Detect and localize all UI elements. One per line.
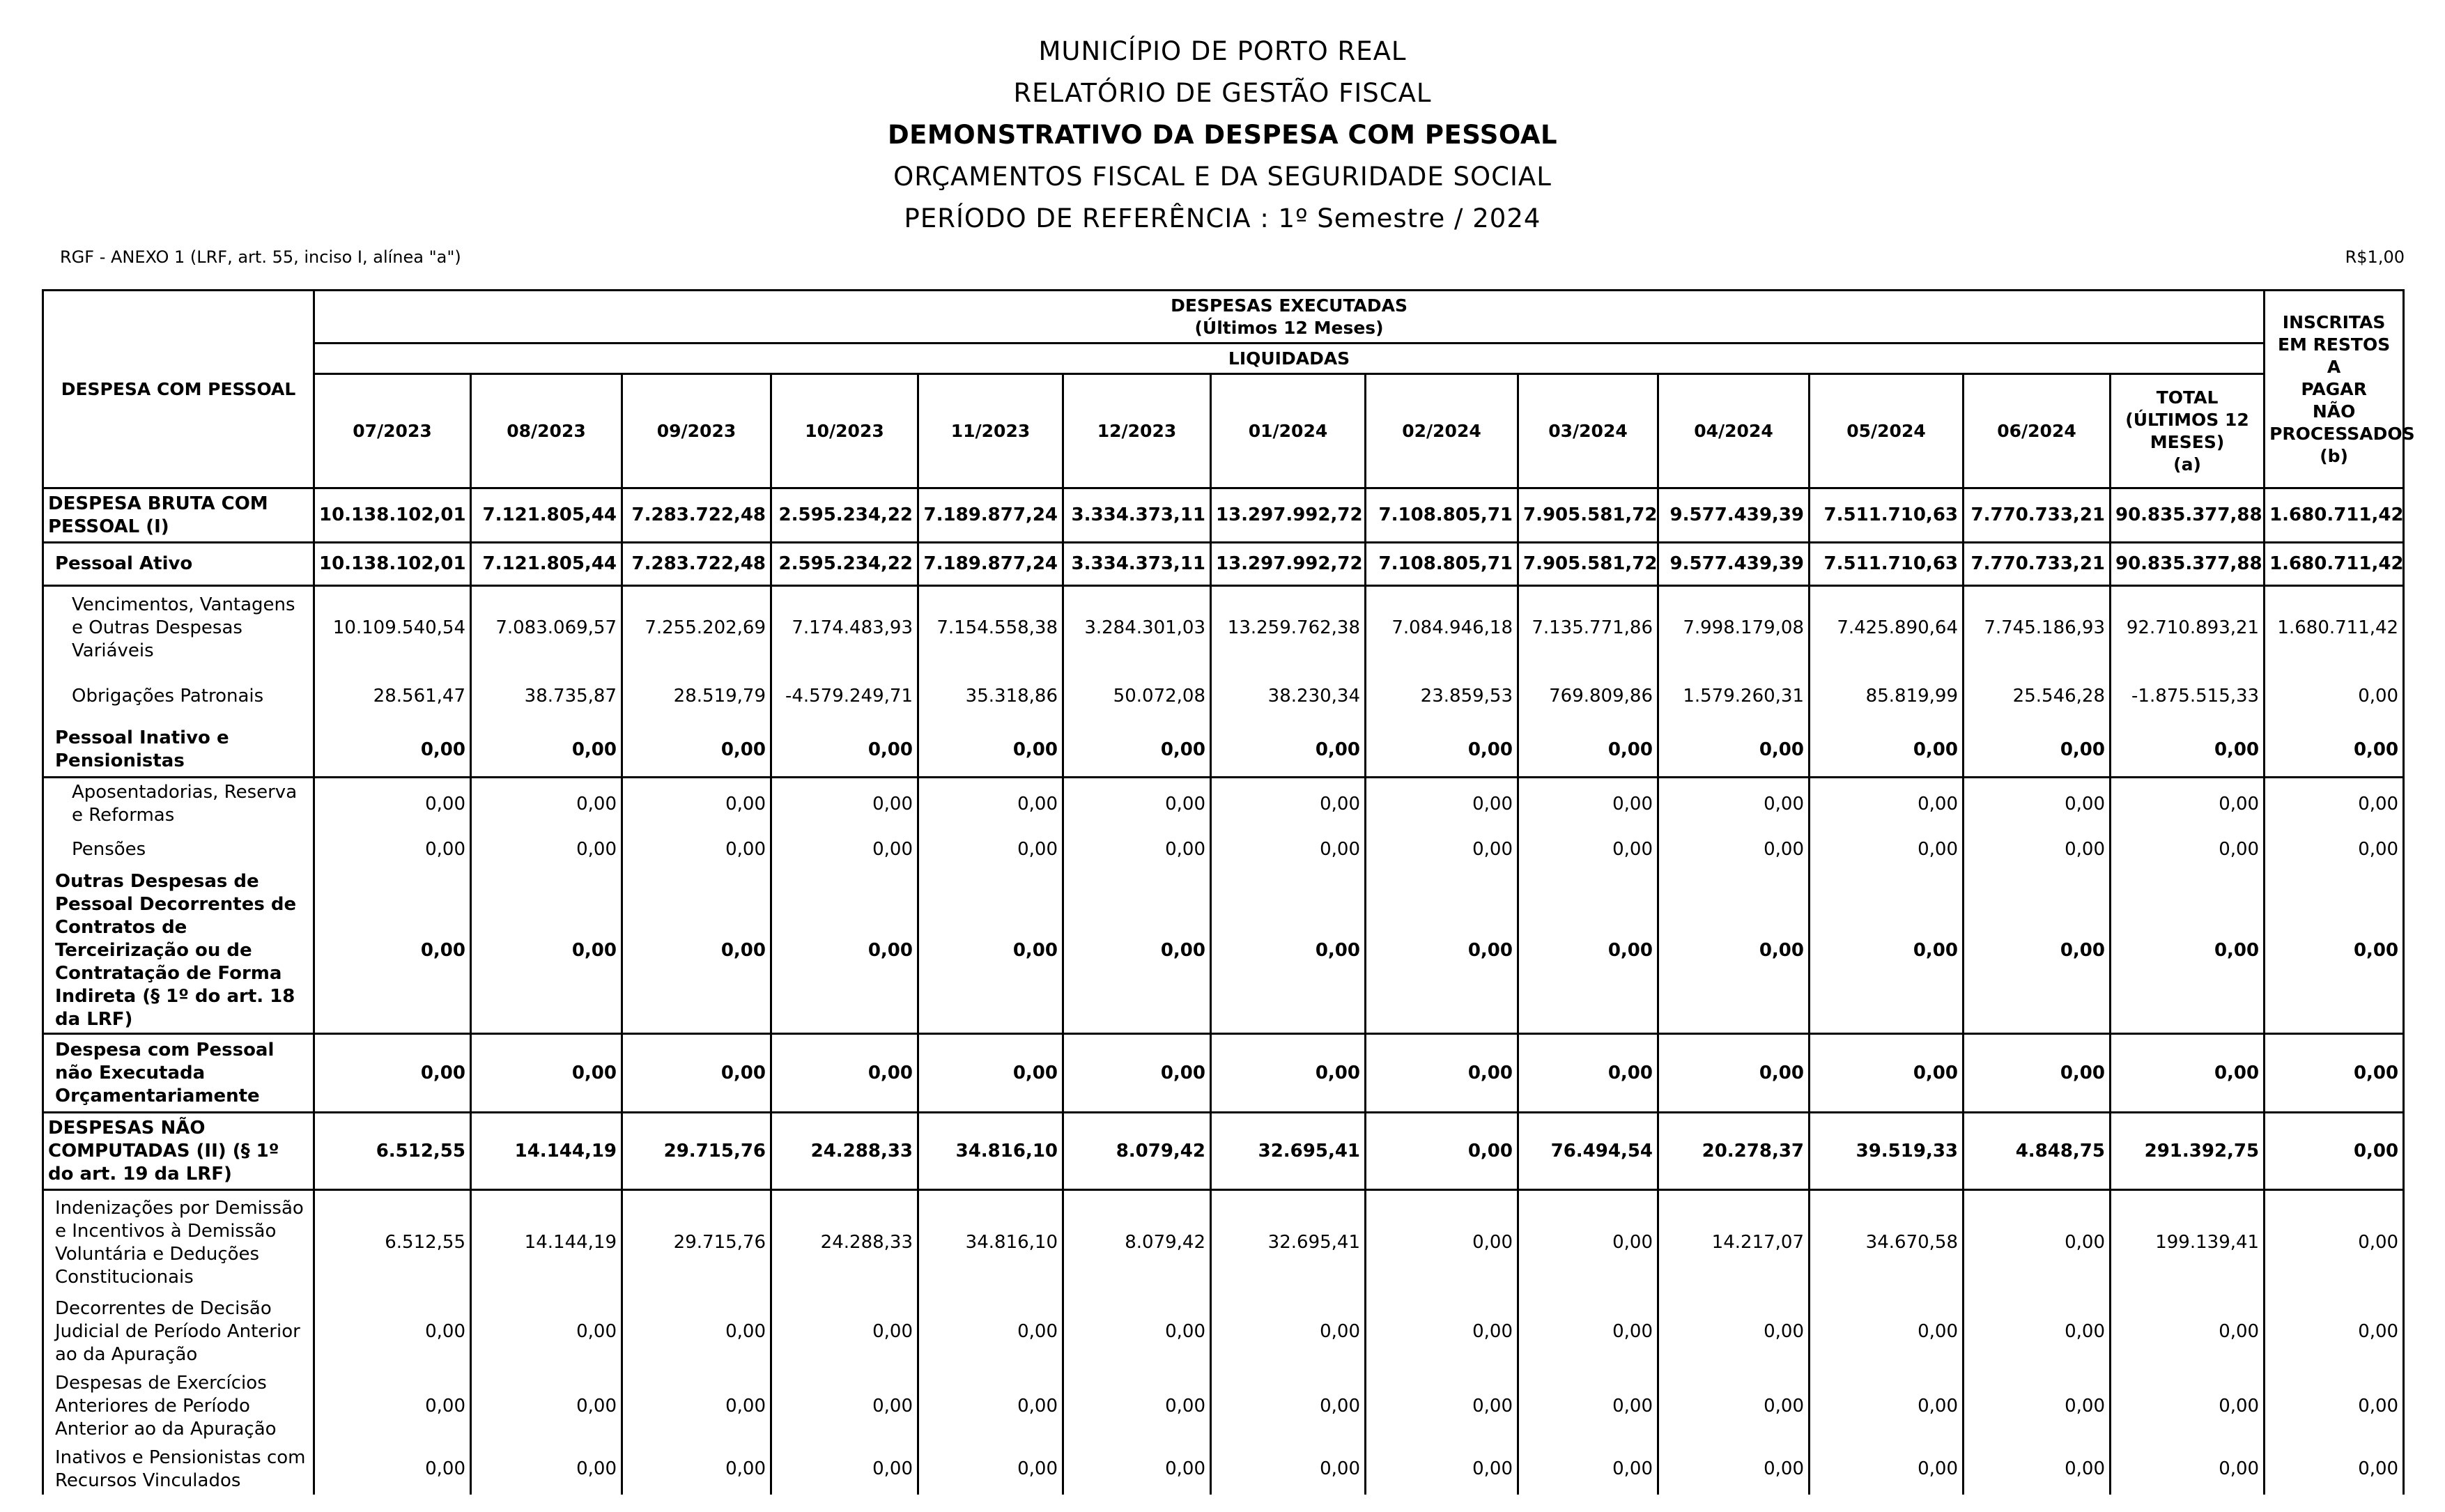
value-cell: 0,00 [1964,778,2111,831]
value-cell: 0,00 [314,831,471,870]
reference-period: PERÍODO DE REFERÊNCIA : 1º Semestre / 2024 [904,203,1541,233]
table-row [43,1369,2404,1444]
value-cell: 9.577.439,39 [1658,488,1810,543]
row-label: DESPESA BRUTA COM PESSOAL (I) [43,488,314,543]
value-cell: 7.770.733,21 [1964,543,2111,586]
report-title: RELATÓRIO DE GESTÃO FISCAL [1013,78,1432,108]
table-row [43,488,2404,543]
value-cell: 0,00 [2111,1295,2265,1369]
month-header: 03/2024 [1518,374,1658,488]
value-cell: 0,00 [1063,1295,1211,1369]
value-cell: 0,00 [2265,1034,2404,1113]
value-cell: 0,00 [1063,1369,1211,1444]
value-cell: 0,00 [1810,724,1964,778]
value-cell: 0,00 [771,724,918,778]
executadas-group-header: DESPESAS EXECUTADAS (Últimos 12 Meses) [314,291,2265,344]
value-cell: 0,00 [1366,778,1518,831]
value-cell: 0,00 [1063,778,1211,831]
value-cell: 32.695,41 [1211,1113,1366,1190]
value-cell: 0,00 [1366,1190,1518,1295]
value-cell: 0,00 [1964,831,2111,870]
month-header: 07/2023 [314,374,471,488]
value-cell: -1.875.515,33 [2111,670,2265,724]
month-header: 01/2024 [1211,374,1366,488]
value-cell: 1.680.711,42 [2265,488,2404,543]
value-cell: 0,00 [2265,1295,2404,1369]
value-cell: 0,00 [1810,1444,1964,1495]
municipality-title: MUNICÍPIO DE PORTO REAL [1038,36,1407,66]
value-cell: 0,00 [622,870,771,1034]
value-cell: 0,00 [918,870,1063,1034]
statement-title: DEMONSTRATIVO DA DESPESA COM PESSOAL [887,120,1558,150]
value-cell: 0,00 [1366,1034,1518,1113]
value-cell: 1.579.260,31 [1658,670,1810,724]
value-cell: 0,00 [1964,1190,2111,1295]
value-cell: 0,00 [1810,870,1964,1034]
value-cell: 0,00 [1964,1369,2111,1444]
value-cell: 34.816,10 [918,1113,1063,1190]
value-cell: 7.998.179,08 [1658,586,1810,670]
table-row [43,724,2404,778]
value-cell: 14.217,07 [1658,1190,1810,1295]
value-cell: 0,00 [471,1444,622,1495]
value-cell: 0,00 [771,831,918,870]
table-row [43,1295,2404,1369]
table-row [43,670,2404,724]
value-cell: 0,00 [771,1034,918,1113]
value-cell: 0,00 [1518,1295,1658,1369]
row-label: Vencimentos, Vantagens e Outras Despesas Variáveis [43,586,314,670]
value-cell: 10.138.102,01 [314,488,471,543]
value-cell: 28.519,79 [622,670,771,724]
value-cell: 0,00 [2111,1369,2265,1444]
value-cell: 7.083.069,57 [471,586,622,670]
row-label: Indenizações por Demissão e Incentivos à Demissão Voluntária e Deduções Constitucionais [43,1190,314,1295]
value-cell: 76.494,54 [1518,1113,1658,1190]
value-cell: 8.079,42 [1063,1113,1211,1190]
value-cell: 13.297.992,72 [1211,488,1366,543]
value-cell: 14.144,19 [471,1190,622,1295]
value-cell: 7.174.483,93 [771,586,918,670]
value-cell: 0,00 [622,1369,771,1444]
value-cell: 7.255.202,69 [622,586,771,670]
value-cell: 0,00 [1810,778,1964,831]
value-cell: 7.154.558,38 [918,586,1063,670]
value-cell: 0,00 [2111,870,2265,1034]
value-cell: 0,00 [1211,1444,1366,1495]
value-cell: 0,00 [1211,724,1366,778]
value-cell: 90.835.377,88 [2111,543,2265,586]
value-cell: 0,00 [2111,778,2265,831]
value-cell: 0,00 [314,724,471,778]
value-cell: 0,00 [314,1444,471,1495]
value-cell: 7.511.710,63 [1810,543,1964,586]
value-cell: 0,00 [1366,1113,1518,1190]
value-cell: 0,00 [1964,870,2111,1034]
value-cell: 2.595.234,22 [771,543,918,586]
value-cell: -4.579.249,71 [771,670,918,724]
value-cell: 7.770.733,21 [1964,488,2111,543]
value-cell: 0,00 [622,724,771,778]
value-cell: 0,00 [2265,778,2404,831]
value-cell: 7.905.581,72 [1518,543,1658,586]
value-cell: 0,00 [1810,1295,1964,1369]
value-cell: 6.512,55 [314,1190,471,1295]
value-cell: 0,00 [918,831,1063,870]
row-label: Decorrentes de Decisão Judicial de Período Anterior ao da Apuração [43,1295,314,1369]
value-cell: 0,00 [2265,1113,2404,1190]
currency-unit: R$1,00 [2345,247,2405,267]
value-cell: 7.283.722,48 [622,488,771,543]
value-cell: 0,00 [1518,778,1658,831]
value-cell: 0,00 [771,1295,918,1369]
value-cell: 7.084.946,18 [1366,586,1518,670]
month-header: 11/2023 [918,374,1063,488]
despesa-column-header: DESPESA COM PESSOAL [43,291,314,488]
value-cell: 0,00 [1658,1034,1810,1113]
value-cell: 7.511.710,63 [1810,488,1964,543]
value-cell: 0,00 [2265,1369,2404,1444]
table-row [43,1444,2404,1495]
value-cell: 0,00 [1518,831,1658,870]
row-label: Outras Despesas de Pessoal Decorrentes de Contratos de Terceirização ou de Contratação de Forma Indireta (§ 1º do art. 18 da LRF) [43,870,314,1034]
value-cell: 9.577.439,39 [1658,543,1810,586]
row-label: Despesa com Pessoal não Executada Orçamentariamente [43,1034,314,1113]
total-column-header: TOTAL (ÚLTIMOS 12 MESES) (a) [2111,374,2265,488]
value-cell: 0,00 [314,1034,471,1113]
value-cell: 0,00 [2265,1444,2404,1495]
value-cell: 0,00 [622,778,771,831]
month-header: 02/2024 [1366,374,1518,488]
value-cell: 90.835.377,88 [2111,488,2265,543]
value-cell: 0,00 [1366,870,1518,1034]
value-cell: 1.680.711,42 [2265,543,2404,586]
value-cell: 38.230,34 [1211,670,1366,724]
value-cell: 0,00 [771,1369,918,1444]
value-cell: 85.819,99 [1810,670,1964,724]
value-cell: 0,00 [771,870,918,1034]
value-cell: 0,00 [1658,1295,1810,1369]
value-cell: 7.121.805,44 [471,488,622,543]
personnel-expense-table [42,289,2415,1495]
value-cell: 0,00 [1366,1295,1518,1369]
value-cell: 2.595.234,22 [771,488,918,543]
value-cell: 0,00 [1211,1295,1366,1369]
value-cell: 0,00 [471,724,622,778]
value-cell: 7.108.805,71 [1366,488,1518,543]
value-cell: 0,00 [622,1034,771,1113]
inscritas-column-header: INSCRITAS EM RESTOS A PAGAR NÃO PROCESSADOS (b) [2265,291,2404,488]
value-cell: 0,00 [2111,724,2265,778]
value-cell: 0,00 [1366,1369,1518,1444]
value-cell: 34.670,58 [1810,1190,1964,1295]
value-cell: 0,00 [1658,724,1810,778]
month-header: 10/2023 [771,374,918,488]
value-cell: 0,00 [771,778,918,831]
value-cell: 0,00 [1063,1034,1211,1113]
value-cell: 0,00 [314,1295,471,1369]
value-cell: 0,00 [1658,870,1810,1034]
value-cell: 3.284.301,03 [1063,586,1211,670]
value-cell: 0,00 [1964,1444,2111,1495]
value-cell: 0,00 [1366,831,1518,870]
value-cell: 0,00 [471,1034,622,1113]
value-cell: 4.848,75 [1964,1113,2111,1190]
value-cell: 1.680.711,42 [2265,586,2404,670]
value-cell: 0,00 [1658,1444,1810,1495]
value-cell: 7.745.186,93 [1964,586,2111,670]
value-cell: 0,00 [314,778,471,831]
value-cell: 7.189.877,24 [918,488,1063,543]
table-row [43,831,2404,870]
value-cell: 0,00 [1810,831,1964,870]
value-cell: 0,00 [918,1295,1063,1369]
value-cell: 0,00 [918,1369,1063,1444]
value-cell: 0,00 [2265,870,2404,1034]
month-header: 04/2024 [1658,374,1810,488]
value-cell: 0,00 [1518,724,1658,778]
value-cell: 28.561,47 [314,670,471,724]
value-cell: 10.109.540,54 [314,586,471,670]
value-cell: 199.139,41 [2111,1190,2265,1295]
value-cell: 0,00 [622,1295,771,1369]
value-cell: 92.710.893,21 [2111,586,2265,670]
value-cell: 0,00 [918,1444,1063,1495]
month-header: 05/2024 [1810,374,1964,488]
value-cell: 0,00 [1211,1034,1366,1113]
value-cell: 0,00 [622,1444,771,1495]
table-row [43,586,2404,670]
value-cell: 0,00 [1658,778,1810,831]
row-label: Pensões [43,831,314,870]
value-cell: 0,00 [1211,831,1366,870]
value-cell: 7.108.805,71 [1366,543,1518,586]
value-cell: 7.135.771,86 [1518,586,1658,670]
value-cell: 0,00 [471,1369,622,1444]
value-cell: 29.715,76 [622,1190,771,1295]
value-cell: 0,00 [771,1444,918,1495]
table-body [43,488,2404,1495]
month-header: 09/2023 [622,374,771,488]
value-cell: 25.546,28 [1964,670,2111,724]
value-cell: 23.859,53 [1366,670,1518,724]
row-label: Pessoal Inativo e Pensionistas [43,724,314,778]
value-cell: 13.259.762,38 [1211,586,1366,670]
row-label: Despesas de Exercícios Anteriores de Período Anterior ao da Apuração [43,1369,314,1444]
value-cell: 7.283.722,48 [622,543,771,586]
value-cell: 0,00 [1518,1369,1658,1444]
value-cell: 7.189.877,24 [918,543,1063,586]
budget-subtitle: ORÇAMENTOS FISCAL E DA SEGURIDADE SOCIAL [893,162,1552,192]
row-label: Aposentadorias, Reserva e Reformas [43,778,314,831]
value-cell: 0,00 [2111,831,2265,870]
row-label: Inativos e Pensionistas com Recursos Vinculados [43,1444,314,1495]
value-cell: 0,00 [622,831,771,870]
value-cell: 29.715,76 [622,1113,771,1190]
value-cell: 0,00 [471,831,622,870]
value-cell: 0,00 [1810,1369,1964,1444]
month-header: 06/2024 [1964,374,2111,488]
value-cell: 0,00 [1366,724,1518,778]
value-cell: 291.392,75 [2111,1113,2265,1190]
value-cell: 6.512,55 [314,1113,471,1190]
value-cell: 0,00 [314,1369,471,1444]
value-cell: 24.288,33 [771,1113,918,1190]
value-cell: 0,00 [1518,1444,1658,1495]
table-row [43,778,2404,831]
value-cell: 34.816,10 [918,1190,1063,1295]
value-cell: 0,00 [1964,1295,2111,1369]
table-row [43,1190,2404,1295]
value-cell: 0,00 [918,1034,1063,1113]
report-header [0,31,2445,240]
value-cell: 0,00 [918,724,1063,778]
value-cell: 0,00 [1658,1369,1810,1444]
value-cell: 0,00 [471,870,622,1034]
value-cell: 0,00 [1658,831,1810,870]
value-cell: 32.695,41 [1211,1190,1366,1295]
value-cell: 0,00 [2265,724,2404,778]
month-header: 08/2023 [471,374,622,488]
row-label: DESPESAS NÃO COMPUTADAS (II) (§ 1º do art. 19 da LRF) [43,1113,314,1190]
value-cell: 0,00 [1211,1369,1366,1444]
table-row [43,543,2404,586]
value-cell: 0,00 [2111,1034,2265,1113]
value-cell: 0,00 [1964,724,2111,778]
table-row [43,1113,2404,1190]
value-cell: 39.519,33 [1810,1113,1964,1190]
value-cell: 0,00 [1518,870,1658,1034]
value-cell: 0,00 [1063,870,1211,1034]
value-cell: 0,00 [1063,724,1211,778]
value-cell: 0,00 [1063,831,1211,870]
value-cell: 3.334.373,11 [1063,543,1211,586]
value-cell: 35.318,86 [918,670,1063,724]
table-row [43,1034,2404,1113]
value-cell: 8.079,42 [1063,1190,1211,1295]
annex-reference: RGF - ANEXO 1 (LRF, art. 55, inciso I, alínea "a") [60,247,461,267]
value-cell: 20.278,37 [1658,1113,1810,1190]
value-cell: 38.735,87 [471,670,622,724]
value-cell: 0,00 [314,870,471,1034]
value-cell: 0,00 [1964,1034,2111,1113]
value-cell: 0,00 [2265,670,2404,724]
value-cell: 0,00 [1211,778,1366,831]
value-cell: 50.072,08 [1063,670,1211,724]
value-cell: 3.334.373,11 [1063,488,1211,543]
value-cell: 7.905.581,72 [1518,488,1658,543]
table-row [43,870,2404,1034]
value-cell: 0,00 [1211,870,1366,1034]
value-cell: 0,00 [1366,1444,1518,1495]
value-cell: 0,00 [471,1295,622,1369]
row-label: Obrigações Patronais [43,670,314,724]
value-cell: 7.121.805,44 [471,543,622,586]
month-header: 12/2023 [1063,374,1211,488]
value-cell: 0,00 [471,778,622,831]
value-cell: 0,00 [1063,1444,1211,1495]
value-cell: 24.288,33 [771,1190,918,1295]
value-cell: 769.809,86 [1518,670,1658,724]
row-label: Pessoal Ativo [43,543,314,586]
value-cell: 0,00 [1518,1190,1658,1295]
value-cell: 7.425.890,64 [1810,586,1964,670]
value-cell: 0,00 [2111,1444,2265,1495]
value-cell: 0,00 [2265,1190,2404,1295]
value-cell: 0,00 [1810,1034,1964,1113]
value-cell: 13.297.992,72 [1211,543,1366,586]
value-cell: 0,00 [2265,831,2404,870]
value-cell: 0,00 [918,778,1063,831]
value-cell: 10.138.102,01 [314,543,471,586]
value-cell: 0,00 [1518,1034,1658,1113]
liquidadas-group-header: LIQUIDADAS [314,344,2265,374]
value-cell: 14.144,19 [471,1113,622,1190]
